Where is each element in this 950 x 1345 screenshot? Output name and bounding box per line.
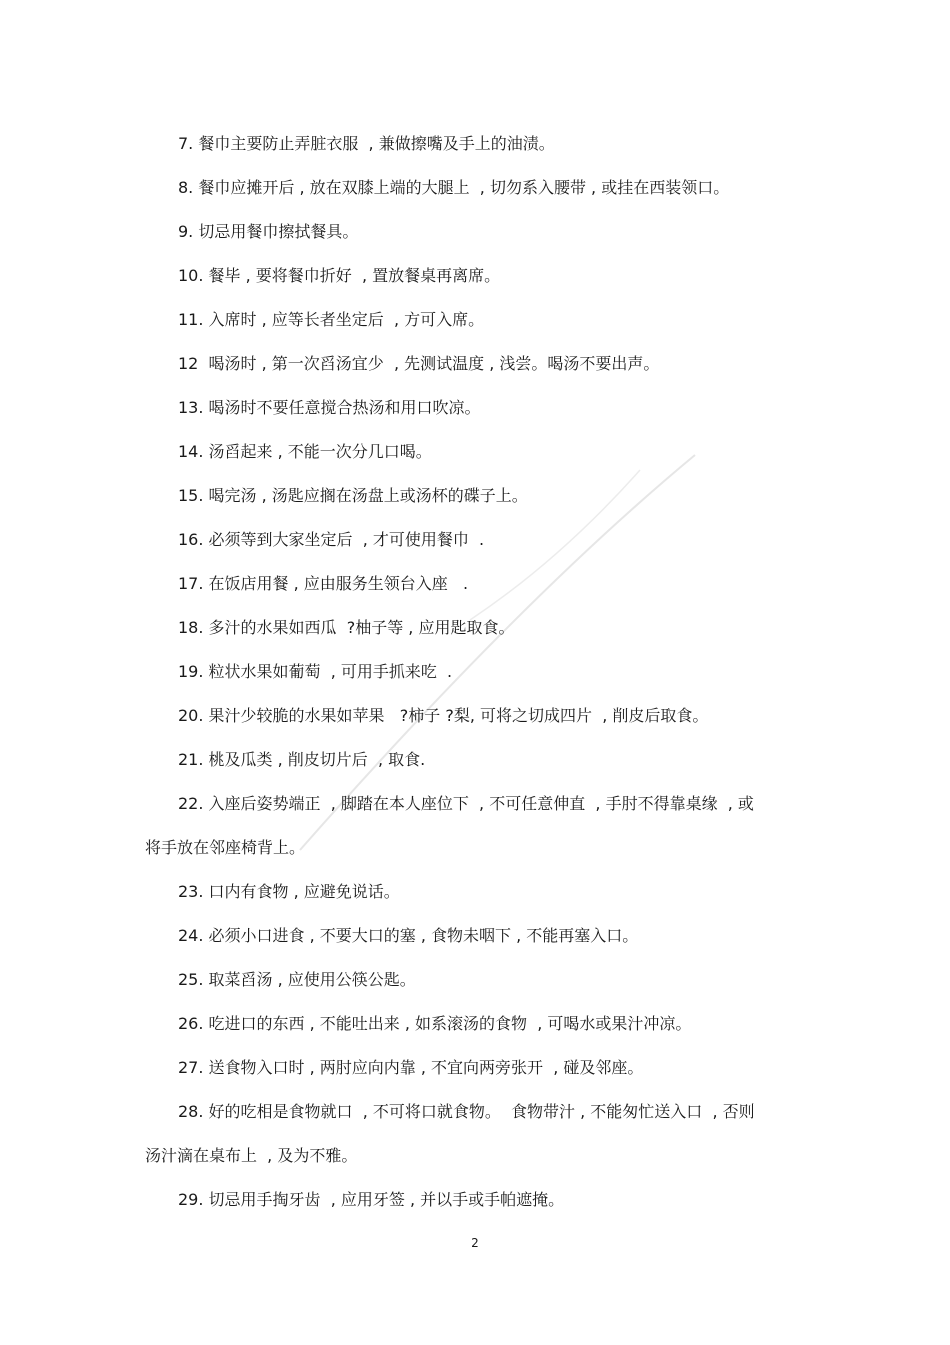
paragraph-line: 21. 桃及瓜类 , 削皮切片后 , 取食. (178, 750, 426, 769)
paragraph-line: 10. 餐毕 , 要将餐巾折好 , 置放餐桌再离席。 (178, 266, 501, 285)
paragraph-continuation-line: 汤汁滴在桌布上 , 及为不雅。 (145, 1146, 358, 1165)
paragraph-line: 24. 必须小口进食 , 不要大口的塞 , 食物未咽下 , 不能再塞入口。 (178, 926, 639, 945)
paragraph-continuation-line: 将手放在邻座椅背上。 (145, 838, 306, 857)
paragraph-line: 9. 切忌用餐巾擦拭餐具。 (178, 222, 359, 241)
paragraph-line: 19. 粒状水果如葡萄 , 可用手抓来吃 . (178, 662, 453, 681)
paragraph-line: 15. 喝完汤 , 汤匙应搁在汤盘上或汤杯的碟子上。 (178, 486, 528, 505)
paragraph-line: 11. 入席时 , 应等长者坐定后 , 方可入席。 (178, 310, 485, 329)
paragraph-line: 17. 在饭店用餐 , 应由服务生领台入座 . (178, 574, 469, 593)
page-number: 2 (471, 1236, 479, 1250)
paragraph-line: 13. 喝汤时不要任意搅合热汤和用口吹凉。 (178, 398, 481, 417)
paragraph-line: 26. 吃进口的东西 , 不能吐出来 , 如系滚汤的食物 , 可喝水或果汁冲凉。 (178, 1014, 692, 1033)
paragraph-line: 14. 汤舀起来 , 不能一次分几口喝。 (178, 442, 432, 461)
paragraph-line: 23. 口内有食物 , 应避免说话。 (178, 882, 400, 901)
document-body (145, 122, 810, 1222)
paragraph-line: 28. 好的吃相是食物就口 , 不可将口就食物。 食物带汁 , 不能匆忙送入口 , 否则 (178, 1102, 755, 1121)
paragraph-line: 12 喝汤时 , 第一次舀汤宜少 , 先测试温度 , 浅尝。喝汤不要出声。 (178, 354, 660, 373)
paragraph-line: 8. 餐巾应摊开后 , 放在双膝上端的大腿上 , 切勿系入腰带 , 或挂在西装领口。 (178, 178, 730, 197)
paragraph-line: 27. 送食物入口时 , 两肘应向内靠 , 不宜向两旁张开 , 碰及邻座。 (178, 1058, 644, 1077)
paragraph-line: 25. 取菜舀汤 , 应使用公筷公匙。 (178, 970, 416, 989)
paragraph-line: 20. 果汁少较脆的水果如苹果 ?柿子 ?梨, 可将之切成四片 , 削皮后取食。 (178, 706, 709, 725)
paragraph-line: 29. 切忌用手掏牙齿 , 应用牙签 , 并以手或手帕遮掩。 (178, 1190, 565, 1209)
paragraph-line: 22. 入座后姿势端正 , 脚踏在本人座位下 , 不可任意伸直 , 手肘不得靠桌缘 , 或 (178, 794, 754, 813)
paragraph-line: 18. 多汁的水果如西瓜 ?柚子等 , 应用匙取食。 (178, 618, 515, 637)
paragraph-line: 7. 餐巾主要防止弄脏衣服 , 兼做擦嘴及手上的油渍。 (178, 134, 555, 153)
paragraph-line: 16. 必须等到大家坐定后 , 才可使用餐巾 . (178, 530, 485, 549)
